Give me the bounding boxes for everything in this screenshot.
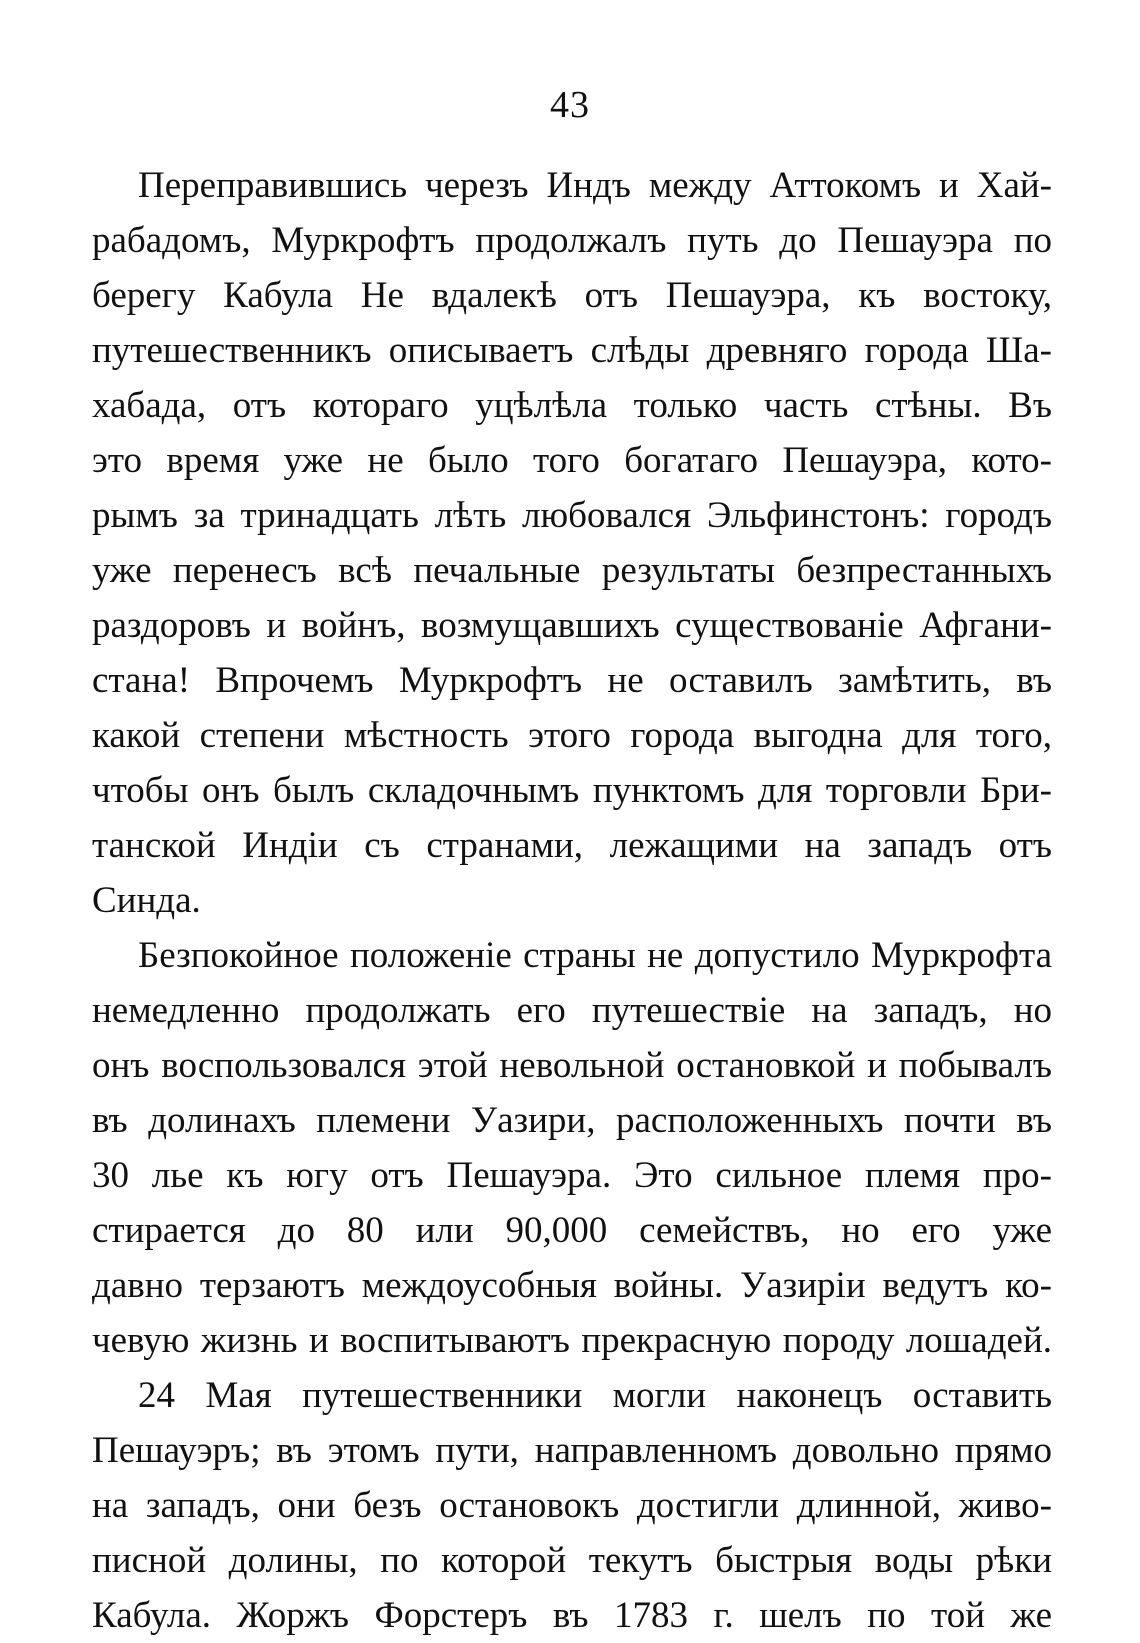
text-line: танской Индіи съ странами, лежащими на западъ отъ xyxy=(92,825,1052,866)
page-number: 43 xyxy=(550,84,590,126)
text-line: раздоровъ и войнъ, возмущавшихъ существованіе Афгани- xyxy=(92,605,1052,646)
text-line: въ долинахъ племени Уазири, расположенныхъ почти въ xyxy=(92,1100,1052,1141)
text-line: чевую жизнь и воспитываютъ прекрасную породу лошадей. xyxy=(92,1320,1052,1361)
text-line: писной долины, по которой текутъ быстрыя воды рѣки xyxy=(92,1540,1052,1581)
text-line: хабада, отъ котораго уцѣлѣла только часть стѣны. Въ xyxy=(92,385,1052,426)
text-line: берегу Кабула Не вдалекѣ отъ Пешауэра, къ востоку, xyxy=(92,275,1052,316)
text-line: немедленно продолжать его путешествіе на западъ, но xyxy=(92,990,1052,1031)
text-line: Переправившись черезъ Индъ между Аттокомъ и Хай- xyxy=(138,165,1052,206)
text-line: стирается до 80 или 90,000 семействъ, но его уже xyxy=(92,1210,1052,1251)
text-line: Безпокойное положеніе страны не допустило Муркрофта xyxy=(138,935,1052,976)
text-line: это время уже не было того богатаго Пешауэра, кото- xyxy=(92,440,1052,481)
text-line: давно терзаютъ междоусобныя войны. Уазиріи ведутъ ко- xyxy=(92,1265,1052,1306)
text-line: 24 Мая путешественники могли наконецъ оставить xyxy=(138,1375,1052,1416)
text-line: стана! Впрочемъ Муркрофтъ не оставилъ замѣтить, въ xyxy=(92,660,1052,701)
paragraph-3 xyxy=(92,1368,1052,1643)
text-line: Кабула. Жоржъ Форстеръ въ 1783 г. шелъ по той же xyxy=(92,1595,1052,1636)
text-line: онъ воспользовался этой невольной остановкой и побывалъ xyxy=(92,1045,1052,1086)
text-line: Пешауэръ; въ этомъ пути, направленномъ довольно прямо xyxy=(92,1430,1052,1471)
text-line: на западъ, они безъ остановокъ достигли длинной, живо- xyxy=(92,1485,1052,1526)
text-line: какой степени мѣстность этого города выгодна для того, xyxy=(92,715,1052,756)
text-line: 30 лье къ югу отъ Пешауэра. Это сильное племя про- xyxy=(92,1155,1052,1196)
body-text xyxy=(92,158,1052,1643)
text-line: рымъ за тринадцать лѣть любовался Эльфинстонъ: городъ xyxy=(92,495,1052,536)
text-line: рабадомъ, Муркрофтъ продолжалъ путь до Пешауэра по xyxy=(92,220,1052,261)
text-line: уже перенесъ всѣ печальные результаты безпрестанныхъ xyxy=(92,550,1052,591)
paragraph-2 xyxy=(92,928,1052,1368)
text-line: чтобы онъ былъ складочнымъ пунктомъ для торговли Бри- xyxy=(92,770,1052,811)
paragraph-1 xyxy=(92,158,1052,928)
text-line: Синда. xyxy=(92,880,201,921)
text-line: путешественникъ описываетъ слѣды древняго города Ша- xyxy=(92,330,1052,371)
